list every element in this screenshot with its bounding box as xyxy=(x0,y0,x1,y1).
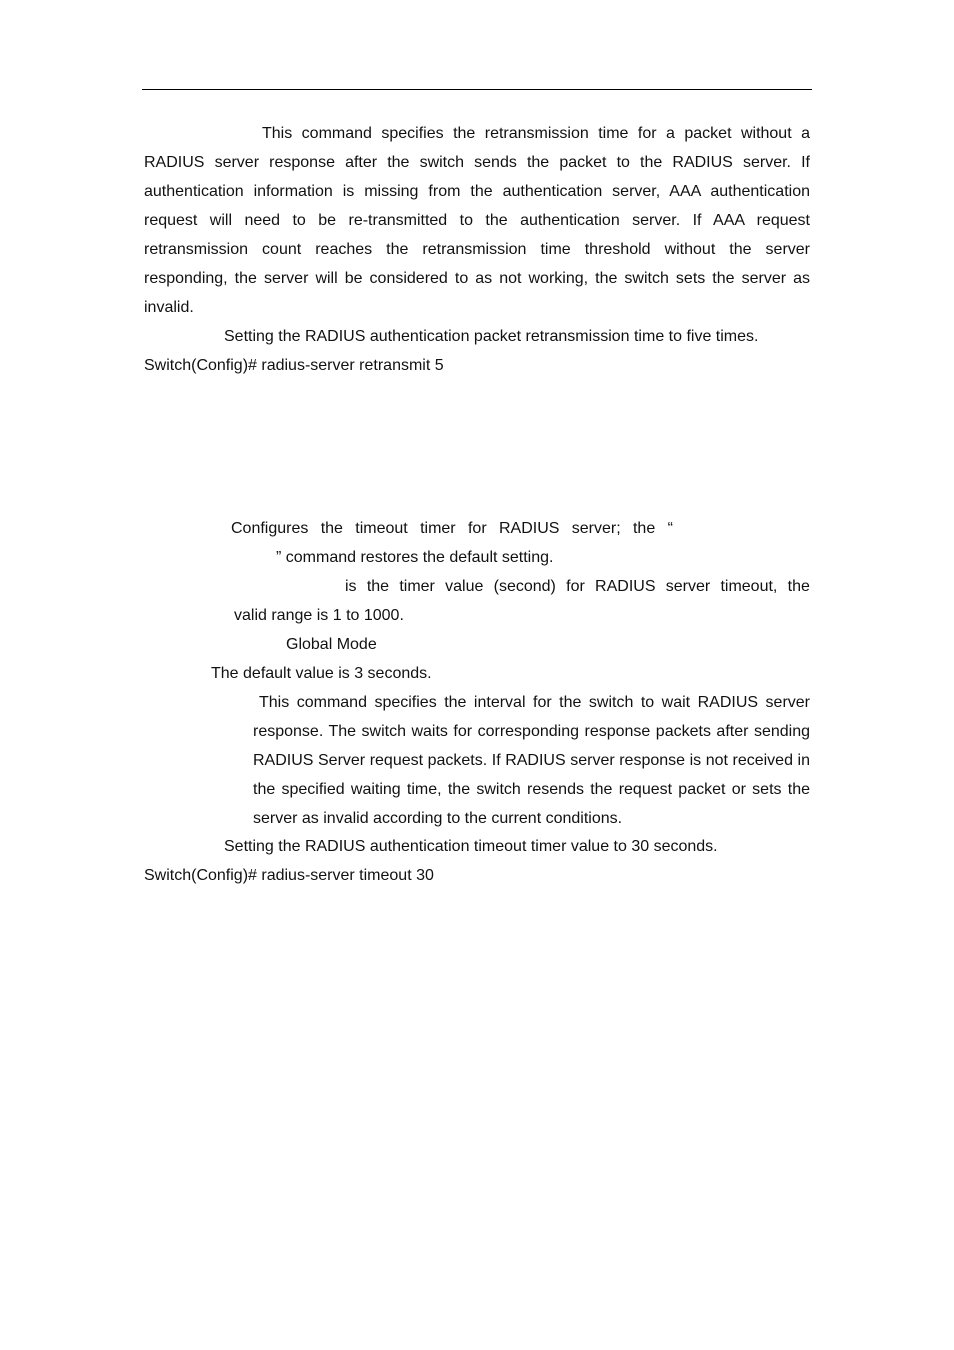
timeout-parameter-word: value xyxy=(445,578,484,595)
timeout-example-command: Switch(Config)# radius-server timeout 30 xyxy=(144,867,434,884)
retransmit-usage-text: This command specifies the retransmission time for a packet without a RADIUS server response after the switch sends the packet to the RADIUS server. If authentication information is missing from the authentication server, AAA authentication request will need to be re-transmitted to the authentication server. If AAA request retransmission count reaches the retransmission time threshold without the server responding, the server will be considered to as not working, the switch sets the server as invalid. xyxy=(144,125,810,316)
timeout-command-mode: Global Mode xyxy=(286,636,377,653)
timeout-function-word: the xyxy=(632,520,656,537)
timeout-example-text: Setting the RADIUS authentication timeout timer value to 30 seconds. xyxy=(224,838,718,855)
timeout-parameter-word: (second) xyxy=(493,578,556,595)
timeout-function-word: for xyxy=(467,520,487,537)
timeout-parameter-word: the xyxy=(366,578,390,595)
timeout-parameter-word: for xyxy=(566,578,585,595)
timeout-parameter-word: the xyxy=(787,578,810,595)
timeout-default-text: The default value is 3 seconds. xyxy=(211,665,432,682)
timeout-parameter-word: is xyxy=(345,578,357,595)
timeout-function-word: RADIUS xyxy=(498,520,560,537)
timeout-function-word: the xyxy=(320,520,343,537)
timeout-parameter-continuation: valid range is 1 to 1000. xyxy=(234,607,404,624)
timeout-function-word: timeout xyxy=(355,520,408,537)
timeout-function-word: “ xyxy=(667,520,673,537)
retransmit-example-text: Setting the RADIUS authentication packet retransmission time to five times. xyxy=(224,328,759,345)
header-rule xyxy=(142,89,812,90)
timeout-usage-text: This command specifies the interval for the switch to wait RADIUS server response. The switch waits for corresponding response packets after sending RADIUS Server request packets. If RADIUS server response is not received in the specified waiting time, the switch resends the request packet or sets the server as invalid according to the current conditions. xyxy=(253,694,810,827)
timeout-function-word: Configures xyxy=(231,520,309,537)
timeout-parameter-word: timer xyxy=(399,578,435,595)
timeout-function-word: timer xyxy=(420,520,456,537)
timeout-parameter-word: RADIUS xyxy=(595,578,656,595)
retransmit-example-command: Switch(Config)# radius-server retransmit 5 xyxy=(144,357,444,374)
timeout-function-word: server; xyxy=(571,520,621,537)
timeout-parameter-word: timeout, xyxy=(720,578,778,595)
timeout-function-line xyxy=(231,514,673,543)
timeout-function-continuation: ” command restores the default setting. xyxy=(276,549,554,566)
timeout-parameter-word: server xyxy=(665,578,711,595)
timeout-parameter-line xyxy=(345,572,810,601)
